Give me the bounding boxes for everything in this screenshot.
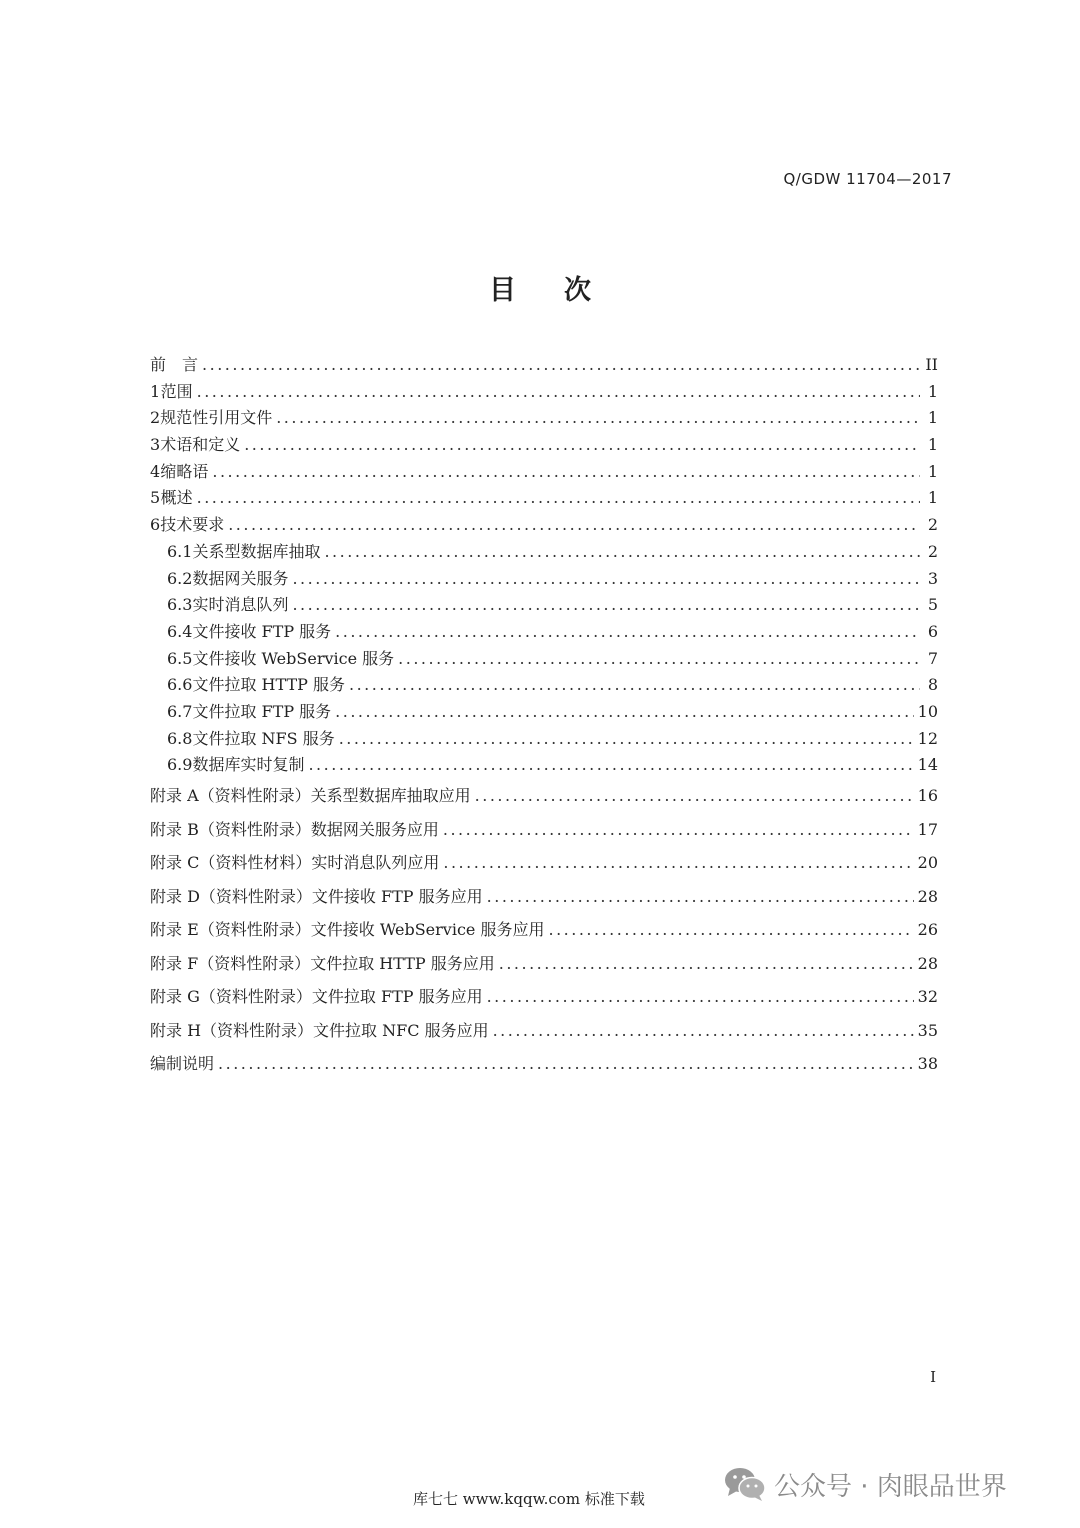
toc-leader-dots: [324, 539, 920, 566]
toc-entry-number: 2: [150, 408, 161, 428]
toc-entry-number: 6.5: [167, 648, 193, 668]
toc-appendix-label: 附录 A（资料性附录）: [150, 786, 311, 805]
standard-code: Q/GDW 11704—2017: [783, 170, 952, 188]
toc-entry-foreword[interactable]: [150, 352, 938, 379]
toc-leader-dots: [475, 779, 914, 813]
toc-entry-page: 1: [927, 435, 938, 455]
toc-entry-number: 6.8: [167, 728, 193, 748]
toc-subentry[interactable]: [150, 566, 938, 593]
toc-leader-dots: [244, 432, 920, 459]
toc-entry-label: 文件拉取 HTTP 服务应用: [310, 953, 495, 973]
toc-leader-dots: [349, 672, 920, 699]
toc-subentry[interactable]: [150, 752, 938, 779]
toc-entry-page: 20: [917, 853, 938, 872]
toc-entry-label: 文件拉取 NFC 服务应用: [313, 1020, 489, 1040]
toc-leader-dots: [548, 913, 913, 947]
toc-entry-page: 2: [927, 541, 938, 561]
toc-appendix-label: 附录 F（资料性附录）: [150, 953, 311, 973]
toc-entry-page: 12: [917, 728, 938, 748]
toc-entry-page: 6: [927, 621, 938, 641]
toc-entry-label: 文件接收 WebService 服务: [192, 648, 395, 668]
toc-entry-number: 4: [150, 461, 161, 481]
toc-entry-page: 16: [917, 786, 938, 805]
toc-appendix-label: 附录 H（资料性附录）: [150, 1020, 314, 1040]
toc-appendix-entry[interactable]: [150, 913, 938, 947]
toc-entry[interactable]: [150, 405, 938, 432]
toc-appendix-entry[interactable]: [150, 846, 938, 880]
toc-entry-label: 关系型数据库抽取应用: [310, 786, 471, 805]
toc-entry-page: II: [925, 355, 938, 374]
toc-entry-label: 数据库实时复制: [192, 755, 305, 775]
toc-entry[interactable]: [150, 379, 938, 406]
toc-leader-dots: [276, 405, 920, 432]
toc-entry-number: 6.2: [167, 568, 193, 588]
toc-leader-dots: [202, 352, 920, 379]
toc-entry-number: 6.4: [167, 621, 193, 641]
toc-leader-dots: [308, 752, 913, 779]
toc-entry[interactable]: [150, 459, 938, 486]
toc-entry-number: 6.9: [167, 755, 193, 775]
toc-entry-page: 28: [917, 953, 938, 973]
toc-entry-label: 概述: [160, 488, 193, 508]
toc-appendix-label: 附录 G（资料性附录）: [150, 987, 312, 1006]
toc-entry-number: 6.7: [167, 701, 193, 721]
toc-subentry[interactable]: [150, 699, 938, 726]
toc-entry-page: 1: [927, 488, 938, 508]
toc-leader-dots: [292, 592, 920, 619]
toc-entry[interactable]: [150, 512, 938, 539]
toc-leader-dots: [487, 980, 914, 1014]
toc-leader-dots: [335, 619, 920, 646]
toc-entry-page: 2: [927, 515, 938, 535]
toc-leader-dots: [197, 485, 920, 512]
toc-entry-compilation-notes[interactable]: [150, 1047, 938, 1081]
toc-entry-label: 范围: [160, 381, 193, 401]
toc-appendix-entry[interactable]: [150, 813, 938, 847]
toc-leader-dots: [487, 880, 914, 914]
toc-leader-dots: [443, 813, 914, 847]
toc-leader-dots: [212, 459, 920, 486]
footer-source-text: 库七七 www.kqqw.com 标准下载: [413, 1490, 645, 1508]
toc-leader-dots: [335, 699, 913, 726]
page-title: [0, 268, 1080, 307]
toc-entry-page: 3: [927, 568, 938, 588]
toc-appendix-label: 附录 E（资料性附录）: [150, 920, 311, 939]
toc-entry-label: 文件接收 FTP 服务应用: [311, 886, 483, 906]
toc-entry-number: 1: [150, 381, 161, 401]
toc-leader-dots: [218, 1047, 914, 1081]
toc-entry-label: 技术要求: [160, 515, 225, 535]
toc-subentry[interactable]: [150, 646, 938, 673]
toc-entry-page: 10: [917, 701, 938, 721]
toc-entry-number: 6.3: [167, 595, 193, 615]
toc-entry-number: 5: [150, 488, 161, 508]
toc-entry-page: 26: [917, 920, 938, 939]
toc-entry-page: 14: [917, 755, 938, 775]
toc-entry-label: 文件拉取 HTTP 服务: [192, 675, 345, 695]
toc-entry-label: 规范性引用文件: [160, 408, 273, 428]
toc-entry-page: 1: [927, 381, 938, 401]
toc-entry[interactable]: [150, 485, 938, 512]
title-char-2: 次: [564, 275, 591, 306]
toc-entry-label: 实时消息队列应用: [311, 853, 440, 872]
toc-entry-number: 6: [150, 515, 161, 535]
toc-subentry[interactable]: [150, 539, 938, 566]
toc-subentry[interactable]: [150, 726, 938, 753]
watermark-text: 公众号 · 肉眼品世界: [774, 1471, 1007, 1502]
toc-leader-dots: [339, 726, 914, 753]
toc-entry-label: 前 言: [150, 355, 199, 374]
toc-appendix-entry[interactable]: [150, 947, 938, 981]
toc-entry-label: 缩略语: [160, 461, 209, 481]
toc-entry-number: 6.6: [167, 675, 193, 695]
toc-entry-page: 38: [917, 1054, 938, 1073]
toc-leader-dots: [493, 1014, 914, 1048]
toc-subentry[interactable]: [150, 672, 938, 699]
toc-leader-dots: [443, 846, 913, 880]
toc-entry-label: 实时消息队列: [192, 595, 289, 615]
toc-entry-label: 关系型数据库抽取: [192, 541, 321, 561]
toc-entry-page: 32: [917, 987, 938, 1006]
wechat-icon: [724, 1466, 766, 1502]
toc-appendix-label: 附录 B（资料性附录）: [150, 819, 311, 839]
toc-entry-label: 文件接收 WebService 服务应用: [310, 920, 545, 939]
toc-entry-number: 6.1: [167, 541, 193, 561]
toc-entry-label: 术语和定义: [160, 435, 241, 455]
toc-entry-label: 文件接收 FTP 服务: [192, 621, 332, 641]
toc-subentry[interactable]: [150, 619, 938, 646]
toc-entry-page: 5: [927, 595, 938, 615]
toc-leader-dots: [398, 646, 920, 673]
toc-entry-page: 8: [927, 675, 938, 695]
toc-entry-page: 17: [917, 819, 938, 839]
toc-entry[interactable]: [150, 432, 938, 459]
wechat-watermark: [724, 1462, 1007, 1506]
toc-leader-dots: [228, 512, 920, 539]
toc-appendix-entry[interactable]: [150, 1014, 938, 1048]
toc-leader-dots: [197, 379, 920, 406]
toc-entry-page: 1: [927, 408, 938, 428]
toc-entry-label: 数据网关服务: [192, 568, 289, 588]
toc-entry-page: 7: [927, 648, 938, 668]
page-number: I: [930, 1368, 936, 1386]
toc-appendix-label: 附录 D（资料性附录）: [150, 886, 312, 906]
toc-entry-page: 1: [927, 461, 938, 481]
toc-subentry[interactable]: [150, 592, 938, 619]
toc-entry-label: 文件拉取 NFS 服务: [192, 728, 335, 748]
toc-appendix-entry[interactable]: [150, 980, 938, 1014]
toc-appendix-label: 附录 C（资料性材料）: [150, 853, 312, 872]
table-of-contents: [150, 352, 938, 1081]
toc-appendix-entry[interactable]: [150, 880, 938, 914]
toc-entry-label: 编制说明: [150, 1054, 215, 1073]
toc-entry-page: 28: [917, 886, 938, 906]
toc-leader-dots: [292, 566, 920, 593]
toc-entry-label: 文件拉取 FTP 服务应用: [311, 987, 483, 1006]
toc-leader-dots: [499, 947, 914, 981]
title-char-1: 目: [489, 275, 516, 306]
toc-entry-label: 文件拉取 FTP 服务: [192, 701, 332, 721]
toc-entry-number: 3: [150, 435, 161, 455]
toc-appendix-entry[interactable]: [150, 779, 938, 813]
toc-entry-page: 35: [917, 1020, 938, 1040]
toc-entry-label: 数据网关服务应用: [310, 819, 439, 839]
